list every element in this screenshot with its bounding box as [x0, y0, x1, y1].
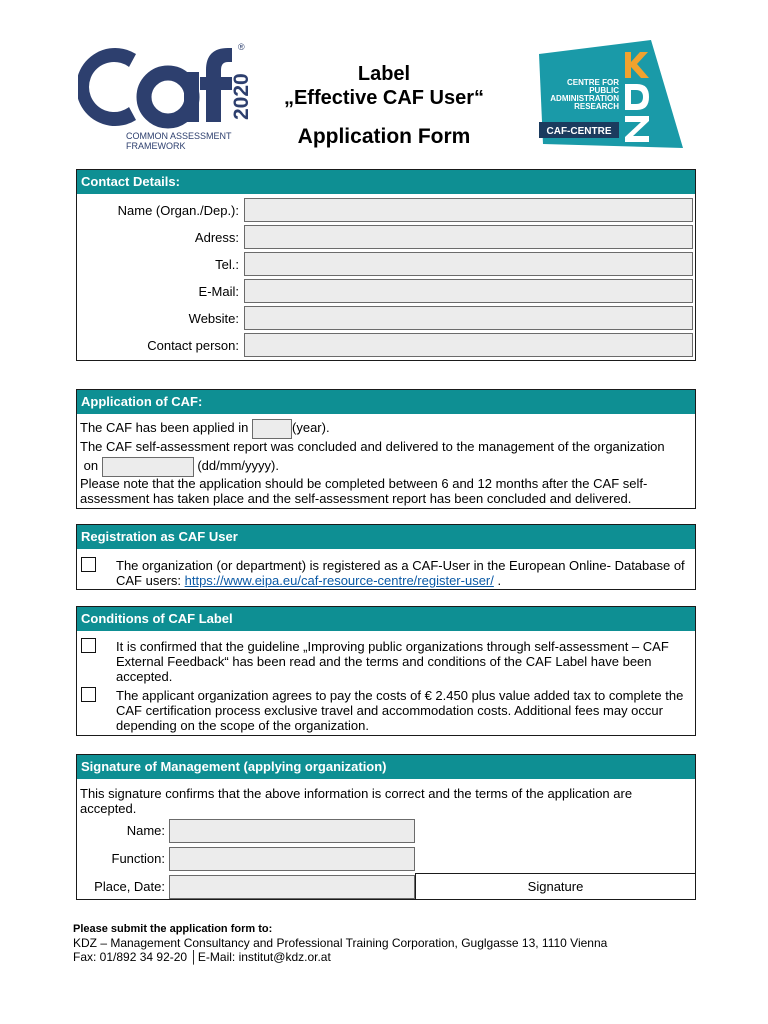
contact-details-section	[76, 169, 696, 361]
application-section	[76, 389, 696, 509]
sig-name-label: Name:	[126, 823, 165, 838]
caf-year: 2020	[230, 73, 253, 120]
email-label: E-Mail:	[198, 284, 239, 299]
website-label: Website:	[188, 311, 239, 326]
contact-details-heading: Contact Details:	[77, 170, 695, 194]
caf-registered: ®	[238, 42, 245, 52]
year-suffix: (year).	[292, 420, 330, 435]
registration-heading: Registration as CAF User	[77, 525, 695, 549]
signature-field[interactable]	[415, 873, 695, 899]
guideline-text: It is confirmed that the guideline „Improving public organizations through self-assessment – CAF External Feedback“ has been read and the terms and conditions of the CAF Label have been accepted.	[116, 639, 669, 684]
application-body	[80, 418, 692, 506]
address-input[interactable]	[244, 225, 693, 249]
caf-2020-logo	[78, 40, 253, 155]
sig-name-input[interactable]	[169, 819, 415, 843]
registration-text	[116, 558, 691, 588]
title-application-form: Application Form	[297, 125, 471, 148]
title-block	[270, 62, 498, 150]
application-heading: Application of CAF:	[77, 390, 695, 414]
tel-input[interactable]	[244, 252, 693, 276]
sig-place-date-input[interactable]	[169, 875, 415, 899]
caf-subtitle-line1: COMMON ASSESSMENT	[126, 131, 232, 141]
contact-person-label: Contact person:	[147, 338, 239, 353]
kdz-address: KDZ – Management Consultancy and Professional Training Corporation, Guglgasse 13, 1110 Vienna	[73, 936, 608, 950]
kdz-line3: ADMINISTRATION	[550, 94, 619, 103]
kdz-line2: PUBLIC	[589, 86, 619, 95]
date-format-text: (dd/mm/yyyy).	[197, 458, 279, 473]
guideline-checkbox[interactable]	[81, 638, 96, 653]
website-input[interactable]	[244, 306, 693, 330]
address-label: Adress:	[194, 230, 239, 245]
title-effective-caf-user: „Effective CAF User“	[283, 87, 485, 109]
name-label: Name (Organ./Dep.):	[117, 203, 239, 218]
caf-subtitle-line2: FRAMEWORK	[126, 141, 186, 151]
title-label: Label	[357, 63, 411, 85]
footer	[73, 922, 713, 964]
tel-label: Tel.:	[215, 257, 239, 272]
kdz-line1: CENTRE FOR	[567, 78, 619, 87]
field-row-name	[77, 197, 695, 224]
date-input[interactable]	[102, 457, 194, 477]
application-note: Please note that the application should be completed between 6 and 12 months after the CAF self-assessment has taken place and the self-assessment report has been concluded and delivered.	[80, 476, 648, 506]
conditions-heading: Conditions of CAF Label	[77, 607, 695, 631]
applied-in-text: The CAF has been applied in	[80, 420, 249, 435]
email-input[interactable]	[244, 279, 693, 303]
kdz-contact: Fax: 01/892 34 92-20 │E-Mail: institut@kdz.or.at	[73, 950, 331, 964]
signature-section	[76, 754, 696, 900]
field-row-contact-person	[77, 332, 695, 359]
costs-checkbox[interactable]	[81, 687, 96, 702]
registration-text-main: The organization (or department) is registered as a CAF-User in the European Online- Database of CAF users:	[116, 558, 685, 588]
registration-section	[76, 524, 696, 590]
conditions-section	[76, 606, 696, 736]
name-input[interactable]	[244, 198, 693, 222]
registration-checkbox[interactable]	[81, 557, 96, 572]
field-row-address	[77, 224, 695, 251]
concluded-text: The CAF self-assessment report was concluded and delivered to the management of the organization	[80, 439, 665, 454]
eipa-register-link[interactable]: https://www.eipa.eu/caf-resource-centre/register-user/	[184, 573, 494, 588]
field-row-email	[77, 278, 695, 305]
sig-function-input[interactable]	[169, 847, 415, 871]
on-text: on	[83, 458, 99, 473]
kdz-logo	[533, 40, 683, 148]
field-row-website	[77, 305, 695, 332]
signature-intro: This signature confirms that the above information is correct and the terms of the application are accepted.	[80, 786, 633, 816]
sig-function-label: Function:	[111, 851, 165, 866]
sig-place-date-label: Place, Date:	[94, 879, 165, 894]
contact-person-input[interactable]	[244, 333, 693, 357]
field-row-tel	[77, 251, 695, 278]
registration-text-end: .	[493, 573, 502, 588]
kdz-badge: CAF-CENTRE	[546, 126, 612, 137]
signature-label: Signature	[527, 879, 584, 894]
costs-text: The applicant organization agrees to pay the costs of € 2.450 plus value added tax to complete the CAF certification process exclusive travel and accommodation costs. Additional fees may occur depending on the scope of the organization.	[116, 688, 684, 733]
signature-heading: Signature of Management (applying organization)	[77, 755, 695, 779]
year-input[interactable]	[252, 419, 292, 439]
submit-instruction: Please submit the application form to:	[73, 923, 273, 935]
kdz-line4: RESEARCH	[574, 102, 619, 111]
